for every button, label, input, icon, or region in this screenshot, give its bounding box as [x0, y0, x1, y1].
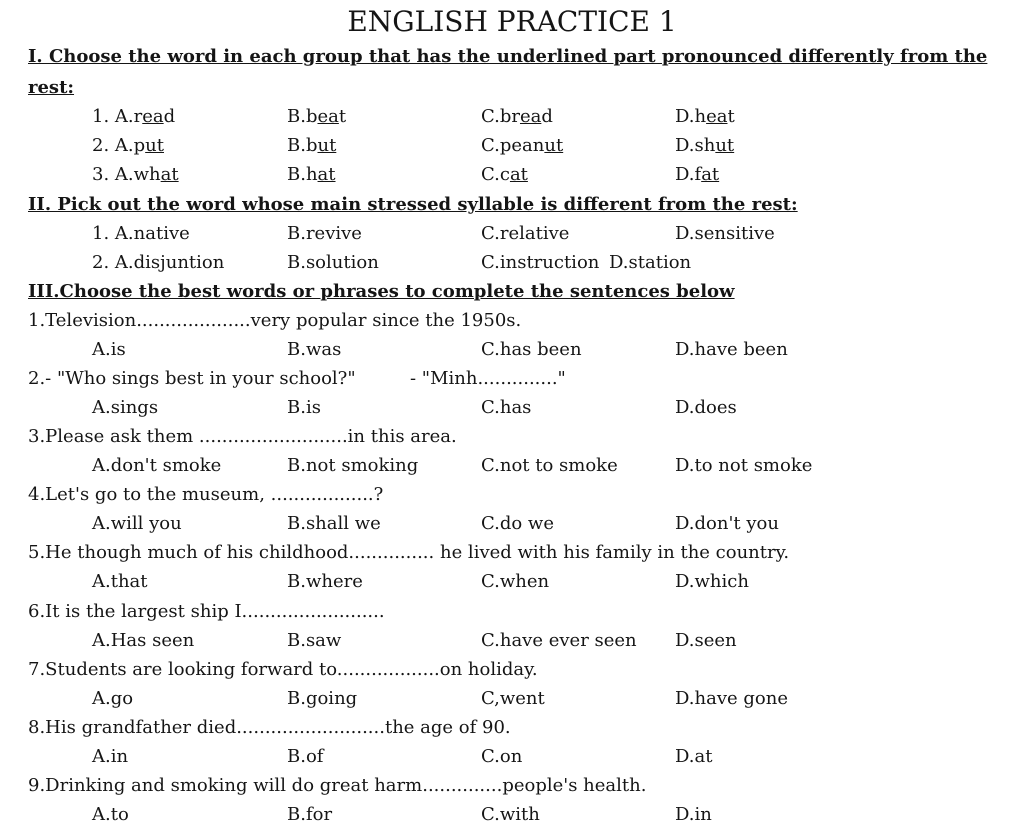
option-b: B.was — [287, 339, 342, 360]
option-c: C.relative — [481, 223, 570, 244]
option-d: D.does — [675, 397, 737, 418]
option-c: C.with — [481, 804, 540, 825]
section-1-heading: I. Choose the word in each group that has the underlined part pronounced differently from the — [28, 46, 988, 67]
s3-question-9-options — [0, 800, 1024, 829]
option-d: D.sensitive — [675, 223, 775, 244]
option-b: B.of — [287, 746, 324, 767]
s3-question-6-stem: 6.It is the largest ship I......................... — [28, 601, 385, 622]
option-c: C.has been — [481, 339, 582, 360]
option-d: D.heat — [675, 106, 735, 127]
option-a: 1. A.read — [92, 106, 176, 127]
option-a: A.to — [92, 804, 129, 825]
option-b: B.for — [287, 804, 333, 825]
option-b: B.where — [287, 571, 363, 592]
s1-question-2 — [0, 131, 1024, 160]
section-1-heading-cont: rest: — [28, 77, 75, 98]
s3-question-5-options — [0, 567, 1024, 596]
option-a: A.don't smoke — [92, 455, 222, 476]
option-b: B.but — [287, 135, 337, 156]
option-c: C,went — [481, 688, 545, 709]
option-b: B.beat — [287, 106, 347, 127]
option-a: A.in — [92, 746, 129, 767]
s3-question-2-stem-row — [0, 364, 1024, 393]
option-a: 2. A.put — [92, 135, 164, 156]
s3-question-8-stem: 8.His grandfather died..........................the age of 90. — [28, 717, 511, 738]
option-a: A.will you — [92, 513, 182, 534]
option-c: C.has — [481, 397, 532, 418]
page-title: ENGLISH PRACTICE 1 — [347, 5, 677, 38]
s2-question-2 — [0, 248, 1024, 277]
option-a: A.sings — [92, 397, 159, 418]
option-c: C.instruction — [481, 252, 600, 273]
option-c: C.bread — [481, 106, 553, 127]
option-a: A.is — [92, 339, 126, 360]
option-c: C.when — [481, 571, 550, 592]
s3-question-2-stem: 2.- "Who sings best in your school?" — [28, 368, 356, 389]
s3-question-6-options — [0, 626, 1024, 655]
s3-question-1-stem: 1.Television....................very popular since the 1950s. — [28, 310, 522, 331]
option-d: D.station — [609, 252, 692, 273]
s3-question-7-stem: 7.Students are looking forward to..................on holiday. — [28, 659, 538, 680]
option-b: B.revive — [287, 223, 362, 244]
option-c: C.cat — [481, 164, 528, 185]
option-d: D.have gone — [675, 688, 788, 709]
section-3-heading: III.Choose the best words or phrases to complete the sentences below — [28, 281, 735, 302]
s3-question-7-options — [0, 684, 1024, 713]
option-a: A.Has seen — [92, 630, 195, 651]
option-c: C.peanut — [481, 135, 564, 156]
option-d: D.which — [675, 571, 749, 592]
option-d: D.to not smoke — [675, 455, 813, 476]
option-a: 1. A.native — [92, 223, 190, 244]
s3-question-1-options — [0, 335, 1024, 364]
option-b: B.going — [287, 688, 358, 709]
s3-question-2-reply: - "Minh.............." — [410, 368, 566, 389]
option-b: B.solution — [287, 252, 379, 273]
option-c: C.have ever seen — [481, 630, 637, 651]
option-c: C.on — [481, 746, 523, 767]
s3-question-8-options — [0, 742, 1024, 771]
s3-question-3-stem: 3.Please ask them ..........................in this area. — [28, 426, 457, 447]
option-b: B.shall we — [287, 513, 381, 534]
option-b: B.hat — [287, 164, 336, 185]
option-a: 3. A.what — [92, 164, 179, 185]
option-a: A.that — [92, 571, 148, 592]
option-b: B.is — [287, 397, 321, 418]
s1-question-3 — [0, 160, 1024, 189]
s3-question-2-options — [0, 393, 1024, 422]
option-a: 2. A.disjuntion — [92, 252, 225, 273]
s3-question-4-options — [0, 509, 1024, 538]
option-c: C.do we — [481, 513, 554, 534]
option-b: B.saw — [287, 630, 342, 651]
s3-question-9-stem: 9.Drinking and smoking will do great harm..............people's health. — [28, 775, 647, 796]
option-d: D.seen — [675, 630, 737, 651]
option-d: D.shut — [675, 135, 735, 156]
option-d: D.don't you — [675, 513, 779, 534]
s3-question-5-stem: 5.He though much of his childhood............... he lived with his family in the country. — [28, 542, 790, 563]
option-c: C.not to smoke — [481, 455, 618, 476]
s3-question-3-options — [0, 451, 1024, 480]
option-d: D.at — [675, 746, 713, 767]
option-a: A.go — [92, 688, 134, 709]
s1-question-1 — [0, 102, 1024, 131]
s3-question-4-stem: 4.Let's go to the museum, ..................? — [28, 484, 384, 505]
section-2-heading: II. Pick out the word whose main stressed syllable is different from the rest: — [28, 194, 798, 215]
option-b: B.not smoking — [287, 455, 419, 476]
option-d: D.in — [675, 804, 712, 825]
option-d: D.have been — [675, 339, 788, 360]
s2-question-1 — [0, 219, 1024, 248]
option-d: D.fat — [675, 164, 720, 185]
